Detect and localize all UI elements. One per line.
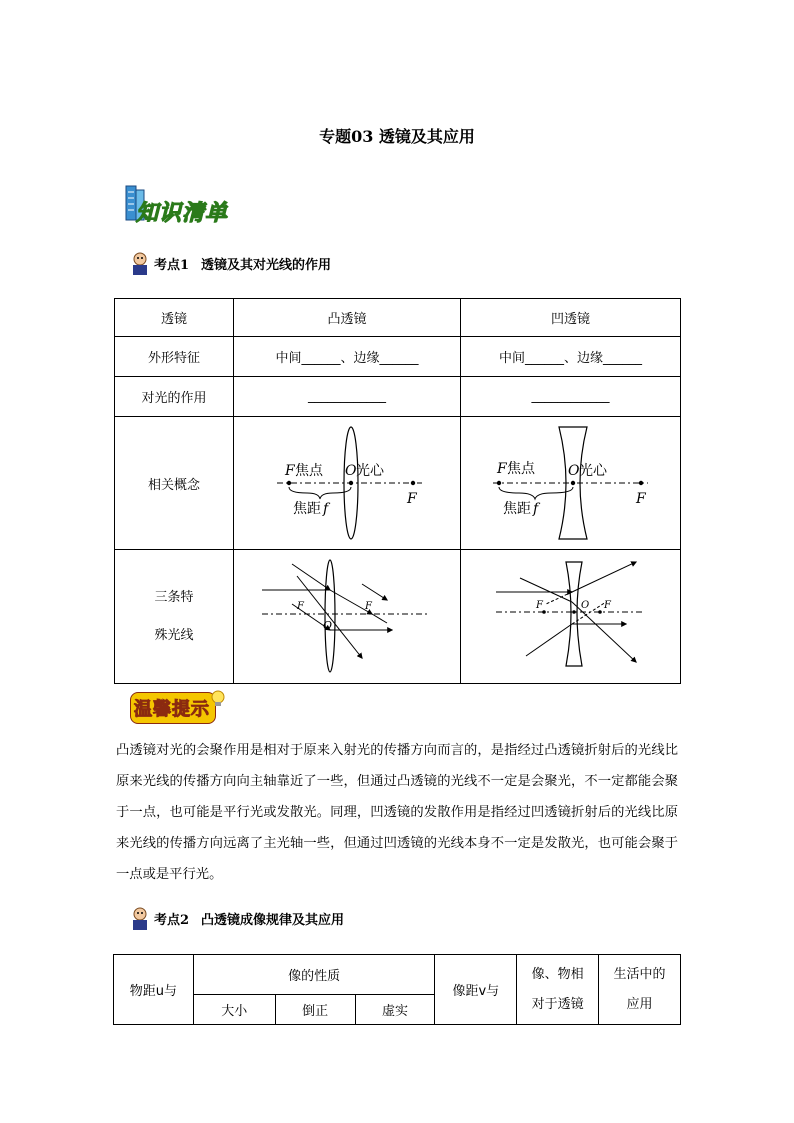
focus-label-F: F: [365, 600, 372, 612]
rays-label-line-2: 殊光线: [154, 627, 194, 643]
header-line: 应用: [626, 996, 653, 1012]
header-cell: 透镜: [115, 299, 234, 337]
knowledge-banner: [122, 182, 242, 228]
header-cell: 像距v与: [435, 955, 517, 1025]
focus-label-F: F: [603, 599, 611, 611]
optical-center-point: [349, 480, 353, 484]
table-row: [115, 299, 681, 337]
sub-header-cell: 倒正: [275, 995, 355, 1025]
convex-lens-shape: [325, 560, 335, 672]
header-line: 像、物相: [531, 966, 584, 982]
concave-lens-shape: [566, 562, 582, 666]
sub-header-cell: 虚实: [355, 995, 435, 1025]
row-label: 相关概念: [115, 417, 234, 550]
focal-length-f: f: [323, 500, 329, 517]
imaging-rules-table: [113, 954, 681, 1025]
focus-point: [411, 480, 415, 484]
teacher-avatar-icon: [130, 252, 150, 276]
center-label-O: O: [568, 462, 580, 479]
header-cell: 凸透镜: [234, 299, 461, 337]
focus-label-F: F: [297, 600, 304, 612]
table-row: [115, 550, 681, 684]
exam-point-title: 凸透镜成像规律及其应用: [201, 913, 345, 928]
convex-effect-blank: ____________: [234, 377, 461, 417]
banner-text: 知识清单: [136, 201, 229, 226]
tips-banner: [130, 690, 226, 726]
table-row: [115, 337, 681, 377]
focus-label-F: F: [535, 599, 543, 611]
exam-point-label: 考点1: [154, 258, 190, 273]
exam-point-2-heading: [130, 907, 344, 931]
optical-center-point: [572, 610, 576, 614]
header-cell: 凹透镜: [461, 299, 681, 337]
concave-rays-cell: [461, 550, 681, 684]
header-cell: [517, 955, 599, 1025]
concave-lens-rays-diagram: [496, 558, 646, 676]
header-cell: 物距u与: [114, 955, 194, 1025]
convex-rays-cell: [234, 550, 461, 684]
concave-lens-concept-diagram: [463, 421, 678, 546]
page-title: 专题03 透镜及其应用: [319, 127, 475, 146]
focus-label-F: F: [407, 490, 417, 507]
lightbulb-icon: [210, 690, 226, 708]
exam-point-title: 透镜及其对光线的作用: [201, 258, 332, 273]
center-label-O: O: [323, 618, 333, 632]
focus-point: [287, 480, 291, 484]
convex-concept-cell: [234, 417, 461, 550]
focal-length-label: 焦距: [293, 500, 322, 517]
optical-center-point: [571, 480, 575, 484]
concave-shape-blank: 中间______、边缘______: [461, 337, 681, 377]
center-label: 光心: [579, 462, 607, 479]
convex-shape-blank: 中间______、边缘______: [234, 337, 461, 377]
header-cell: 像的性质: [193, 955, 435, 995]
center-label-O: O: [345, 462, 357, 479]
row-label: 外形特征: [115, 337, 234, 377]
header-line: 对于透镜: [531, 996, 584, 1012]
center-label-O: O: [580, 599, 589, 611]
row-label: 对光的作用: [115, 377, 234, 417]
focus-point: [497, 480, 501, 484]
focus-point: [639, 480, 643, 484]
table-row: [115, 417, 681, 550]
focal-length-label: 焦距: [503, 500, 531, 517]
row-label: [115, 550, 234, 684]
exam-point-1-heading: [130, 252, 331, 276]
exam-point-label: 考点2: [154, 913, 190, 928]
teacher-avatar-icon: [130, 907, 150, 931]
sub-header-cell: 大小: [193, 995, 275, 1025]
center-label: 光心: [356, 462, 385, 479]
focus-label-F: F: [285, 462, 295, 479]
focus-label: 焦点: [507, 460, 535, 477]
header-line: 生活中的: [613, 966, 666, 982]
focus-label-F: F: [636, 490, 646, 507]
header-cell: [599, 955, 681, 1025]
table-row: [114, 955, 681, 995]
focus-point: [598, 610, 602, 614]
tips-text: 温馨提示: [134, 699, 210, 720]
focal-length-f: f: [533, 500, 539, 517]
tips-paragraph-text: 凸透镜对光的会聚作用是相对于原来入射光的传播方向而言的，是指经过凸透镜折射后的光线比原来光线的传播方向向主轴靠近了一些，但通过凸透镜的光线不一定是会聚光，不一定都能会聚于一点，也可能是平行光或发散光。同理，凹透镜的发散作用是指经过凹透镜折射后的光线比原来光线的传播方向远离了主光轴一些，但通过凹透镜的光线本身不一定是发散光，也可能会聚于一点或是平行光。: [116, 743, 678, 882]
convex-lens-concept-diagram: [237, 421, 457, 546]
concave-concept-cell: [461, 417, 681, 550]
focus-label-F: F: [497, 460, 507, 477]
focus-label: 焦点: [295, 462, 324, 479]
rays-label-line-1: 三条特: [154, 589, 194, 605]
tips-paragraph: [116, 735, 678, 890]
convex-lens-rays-diagram: [262, 558, 432, 676]
concave-effect-blank: ____________: [461, 377, 681, 417]
table-row: [115, 377, 681, 417]
lens-table: [114, 298, 681, 684]
